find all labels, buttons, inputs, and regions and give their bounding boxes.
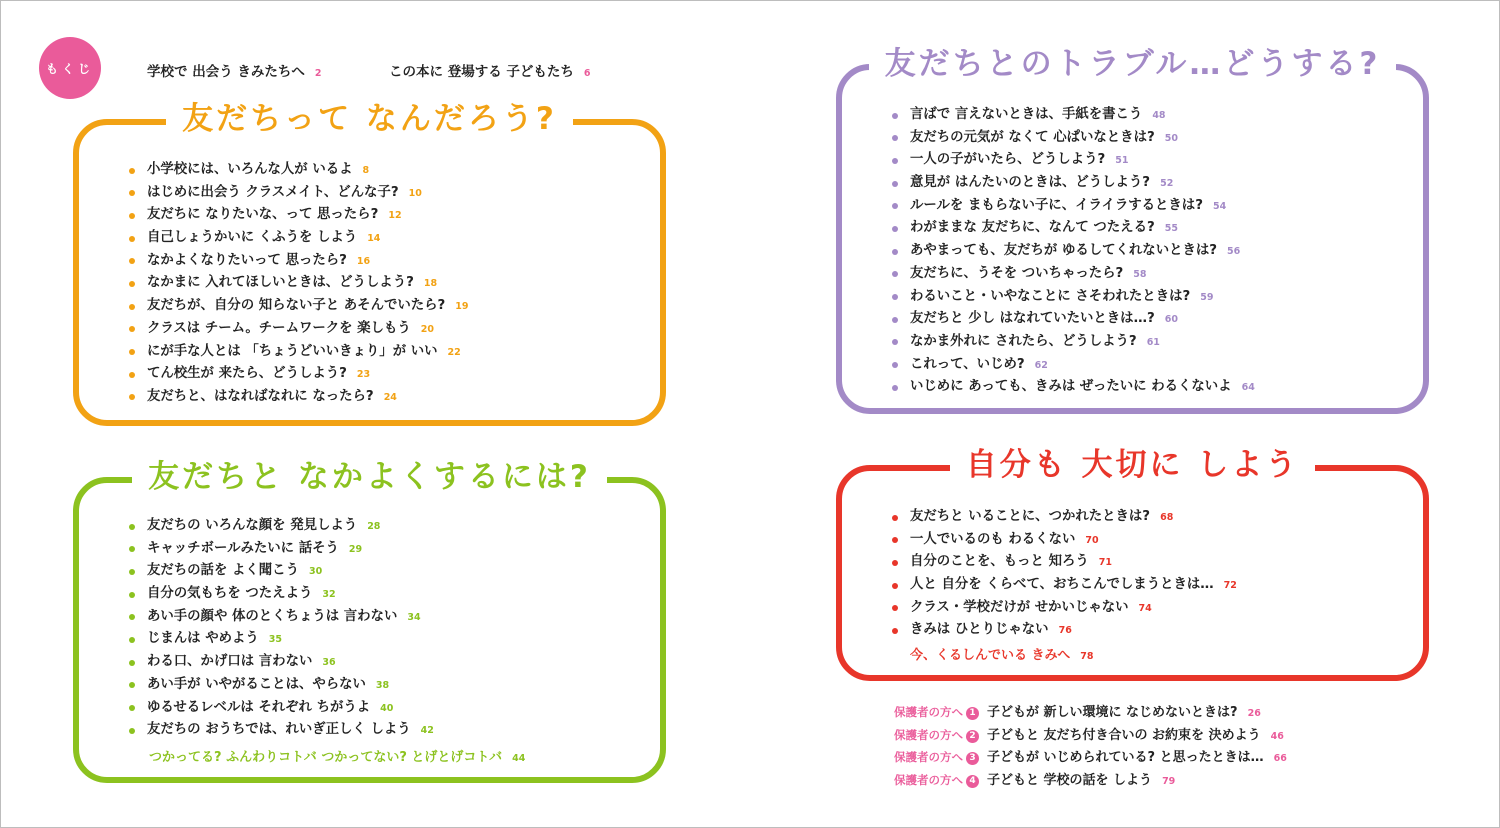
parents-notes-list	[894, 701, 1287, 792]
toc-entry-page: 60	[1164, 314, 1178, 326]
toc-entry-page: 23	[356, 369, 371, 381]
bullet-dot	[892, 226, 898, 232]
section-friends-what	[73, 101, 666, 426]
toc-entry[interactable]	[892, 172, 1255, 195]
toc-entry[interactable]	[892, 195, 1255, 218]
toc-entry-page: 52	[1160, 178, 1174, 190]
section-extra-entry[interactable]	[149, 746, 525, 765]
toc-entry[interactable]	[892, 331, 1255, 354]
bullet-dot	[129, 592, 135, 598]
bullet-dot	[892, 181, 898, 187]
toc-entry-text: クラスは チーム。チームワークを 楽しもう	[147, 320, 411, 336]
section-trouble	[836, 46, 1429, 414]
bullet-dot	[892, 583, 898, 589]
bullet-dot	[892, 339, 898, 345]
toc-entry[interactable]	[892, 308, 1255, 331]
toc-entry-text: きみは ひとりじゃない	[910, 622, 1049, 638]
section-title-wrap	[842, 38, 1423, 90]
toc-entry-text: なかま外れに されたら、どうしよう?	[910, 333, 1137, 349]
bullet-dot	[892, 249, 898, 255]
toc-entry-text: なかまに 入れてほしいときは、どうしよう?	[147, 275, 414, 291]
bullet-dot	[892, 560, 898, 566]
toc-entry-text: 一人の子がいたら、どうしよう?	[910, 152, 1106, 168]
toc-entry-page: 59	[1200, 291, 1214, 303]
toc-entry[interactable]	[129, 295, 469, 318]
toc-entry-text: 友だちに、うそを ついちゃったら?	[910, 265, 1124, 281]
parents-note-entry[interactable]	[894, 769, 1287, 792]
toc-entry[interactable]	[892, 574, 1237, 597]
bullet-dot	[129, 372, 135, 378]
toc-entry-page: 50	[1164, 132, 1178, 144]
parents-note-label: 保護者の方へ	[894, 705, 963, 719]
bullet-dot	[129, 637, 135, 643]
toc-entry[interactable]	[129, 204, 469, 227]
toc-entry-page: 72	[1223, 580, 1237, 592]
toc-entry-text: これって、いじめ?	[910, 356, 1025, 372]
toc-entry-page: 51	[1115, 155, 1129, 167]
toc-entry-text: 友だちと、はなればなれに なったら?	[147, 388, 374, 404]
parents-note-text: 子どもと 友だち付き合いの お約束を 決めよう	[987, 727, 1261, 743]
toc-entry-text: クラス・学校だけが せかいじゃない	[910, 599, 1129, 615]
toc-entry-text: 意見が はんたいのときは、どうしよう?	[910, 175, 1151, 191]
section-list	[892, 506, 1237, 642]
toc-entry[interactable]	[892, 240, 1255, 263]
section-title: 友だちと なかよくするには?	[132, 451, 607, 503]
toc-entry-page: 22	[447, 346, 461, 358]
toc-entry-text: 友だちの いろんな顔を 発見しよう	[147, 518, 358, 533]
toc-entry[interactable]	[892, 263, 1255, 286]
parents-note-label: 保護者の方へ	[894, 727, 963, 742]
bullet-dot	[129, 326, 135, 332]
toc-entry-text: 友だちに なりたいな、って 思ったら?	[147, 207, 379, 223]
bullet-dot	[129, 168, 135, 174]
toc-entry-text: 小学校には、いろんな人が いるよ	[147, 162, 353, 177]
toc-entry-page: 29	[348, 543, 363, 555]
toc-entry-page: 16	[356, 255, 371, 267]
toc-entry[interactable]	[129, 651, 434, 674]
toc-entry[interactable]	[892, 149, 1255, 172]
toc-entry-page: 71	[1098, 557, 1112, 569]
toc-entry-page: 48	[1152, 110, 1166, 121]
toc-entry-page: 12	[388, 210, 402, 222]
parents-note-number: 3	[966, 752, 979, 765]
toc-entry[interactable]	[129, 272, 469, 295]
section-list	[129, 159, 469, 409]
toc-entry[interactable]	[129, 363, 469, 386]
toc-entry-page: 64	[1241, 382, 1255, 394]
toc-entry-text: 友だちが、自分の 知らない子と あそんでいたら?	[147, 298, 446, 314]
toc-entry-page: 18	[423, 278, 438, 290]
bullet-dot	[892, 294, 898, 300]
toc-entry-page: 36	[322, 657, 336, 669]
parents-note-page: 46	[1270, 730, 1284, 742]
intro-entry-page: 2	[314, 68, 322, 79]
bullet-dot	[129, 660, 135, 666]
toc-entry[interactable]	[129, 606, 434, 629]
section-title: 友だちって なんだろう?	[166, 93, 573, 145]
toc-entry[interactable]	[129, 628, 434, 651]
toc-entry-text: わる口、かげ口は 言わない	[147, 654, 313, 670]
toc-entry-page: 14	[367, 233, 381, 245]
toc-entry-text: 友だちの話を よく聞こう	[147, 563, 299, 579]
bullet-dot	[892, 113, 898, 119]
section-list	[129, 515, 434, 742]
toc-entry-text: 自分の気もちを つたえよう	[147, 586, 313, 602]
toc-entry[interactable]	[892, 217, 1255, 240]
toc-entry-text: わるいこと・いやなことに さそわれたときは?	[910, 288, 1191, 304]
section-title-wrap	[842, 439, 1423, 491]
toc-entry-page: 19	[455, 301, 469, 313]
toc-badge: もくじ	[39, 37, 101, 99]
toc-entry-page: 20	[420, 323, 434, 335]
toc-entry[interactable]	[129, 159, 469, 182]
toc-entry-page: 70	[1085, 534, 1099, 546]
toc-entry-page: 24	[383, 391, 397, 403]
toc-entry[interactable]	[892, 529, 1237, 552]
toc-entry-page: 30	[308, 566, 323, 578]
toc-entry[interactable]	[892, 104, 1255, 127]
toc-entry[interactable]	[129, 515, 434, 538]
section-get-along	[73, 459, 666, 783]
parents-note-text: 子どもが いじめられている? と思ったときは…	[987, 750, 1264, 766]
toc-entry-text: はじめに出会う クラスメイト、どんな子?	[147, 184, 399, 200]
toc-entry[interactable]	[129, 538, 434, 561]
toc-entry-page: 42	[420, 725, 434, 737]
toc-entry-text: 友だちと いることに、つかれたときは?	[910, 509, 1151, 524]
toc-entry[interactable]	[892, 619, 1237, 642]
bullet-dot	[129, 728, 135, 734]
toc-entry-text: 友だちと 少し はなれていたいときは…?	[910, 311, 1155, 327]
section-title: 友だちとのトラブル…どうする?	[869, 38, 1397, 90]
bullet-dot	[892, 135, 898, 141]
toc-entry[interactable]	[129, 697, 434, 720]
toc-entry-page: 54	[1212, 200, 1227, 212]
parents-note-page: 66	[1273, 753, 1287, 765]
toc-entry[interactable]	[129, 227, 469, 250]
toc-entry-text: あやまっても、友だちが ゆるしてくれないときは?	[910, 243, 1218, 259]
toc-entry[interactable]	[129, 318, 469, 341]
toc-entry[interactable]	[892, 506, 1237, 529]
toc-entry-text: ゆるせるレベルは それぞれ ちがうよ	[147, 699, 371, 715]
toc-entry-page: 8	[362, 165, 370, 176]
toc-entry[interactable]	[892, 597, 1237, 620]
parents-note-page: 79	[1162, 776, 1176, 788]
toc-entry[interactable]	[129, 719, 434, 742]
toc-entry[interactable]	[892, 354, 1255, 377]
toc-entry-page: 76	[1058, 625, 1072, 637]
toc-entry-text: 一人でいるのも わるくない	[910, 531, 1076, 547]
toc-entry-text: 友だちの元気が なくて 心ぱいなときは?	[910, 129, 1155, 145]
bullet-dot	[129, 705, 135, 711]
toc-entry-text: なかよくなりたいって 思ったら?	[147, 252, 347, 268]
intro-entry-2[interactable]	[389, 60, 591, 80]
toc-entry-text: にが手な人とは 「ちょうどいいきょり」が いい	[147, 343, 438, 359]
toc-entry-text: ルールを まもらない子に、イライラするときは?	[910, 197, 1203, 213]
bullet-dot	[892, 271, 898, 277]
toc-entry[interactable]	[129, 182, 469, 205]
toc-entry-page: 40	[380, 702, 394, 714]
parents-note-text: 子どもが 新しい環境に なじめないときは?	[987, 705, 1238, 720]
toc-entry-page: 68	[1160, 512, 1174, 523]
toc-entry[interactable]	[129, 386, 469, 409]
parents-note-number: 1	[966, 707, 979, 720]
toc-entry-text: 言ばで 言えないときは、手紙を書こう	[910, 107, 1143, 122]
intro-entry-1[interactable]	[147, 60, 322, 80]
bullet-dot	[892, 515, 898, 521]
toc-entry-text: 人と 自分を くらべて、おちこんでしまうときは…	[910, 577, 1214, 593]
toc-entry-text: 友だちの おうちでは、れいぎ正しく しよう	[147, 722, 411, 738]
toc-entry[interactable]	[129, 250, 469, 273]
toc-entry[interactable]	[129, 560, 434, 583]
intro-entry-text: 学校で 出会う きみたちへ	[147, 64, 305, 80]
parents-note-number: 2	[966, 730, 979, 743]
intro-entry-text: この本に 登場する 子どもたち	[389, 64, 574, 80]
section-self-care	[836, 447, 1429, 681]
intro-entry-page: 6	[583, 68, 591, 79]
toc-entry-text: あい手の顔や 体のとくちょうは 言わない	[147, 608, 398, 624]
toc-entry[interactable]	[892, 551, 1237, 574]
bullet-dot	[892, 385, 898, 391]
toc-entry-page: 62	[1034, 359, 1048, 371]
extra-entry-page: 78	[1080, 651, 1094, 662]
toc-entry-page: 61	[1146, 336, 1160, 348]
bullet-dot	[129, 546, 135, 552]
bullet-dot	[129, 614, 135, 620]
parents-note-number: 4	[966, 775, 979, 788]
bullet-dot	[892, 203, 898, 209]
toc-entry-text: わがままな 友だちに、なんて つたえる?	[910, 220, 1155, 236]
bullet-dot	[129, 569, 135, 575]
parents-note-label: 保護者の方へ	[894, 773, 963, 788]
bullet-dot	[892, 628, 898, 634]
bullet-dot	[129, 394, 135, 400]
bullet-dot	[892, 362, 898, 368]
bullet-dot	[892, 537, 898, 543]
toc-entry-text: いじめに あっても、きみは ぜったいに わるくないよ	[910, 379, 1232, 395]
parents-note-label: 保護者の方へ	[894, 750, 963, 765]
section-extra-entry[interactable]	[910, 644, 1094, 663]
toc-entry-page: 38	[375, 679, 390, 691]
bullet-dot	[129, 213, 135, 219]
bullet-dot	[129, 281, 135, 287]
bullet-dot	[129, 304, 135, 310]
toc-entry-page: 28	[367, 521, 381, 532]
bullet-dot	[129, 524, 135, 530]
toc-entry-text: あい手が いやがることは、やらない	[147, 676, 366, 692]
toc-entry-page: 74	[1138, 602, 1152, 614]
extra-entry-text: つかってる? ふんわりコトバ つかってない? とげとげコトバ	[149, 750, 503, 765]
toc-entry[interactable]	[129, 674, 434, 697]
toc-entry-text: じまんは やめよう	[147, 631, 259, 647]
parents-note-entry[interactable]	[894, 724, 1287, 747]
toc-entry[interactable]	[892, 376, 1255, 399]
extra-entry-page: 44	[512, 753, 526, 764]
section-title-wrap	[79, 451, 660, 503]
bullet-dot	[892, 605, 898, 611]
bullet-dot	[892, 317, 898, 323]
section-title: 自分も 大切に しよう	[950, 439, 1316, 491]
toc-entry[interactable]	[892, 127, 1255, 150]
parents-note-entry[interactable]	[894, 701, 1287, 724]
section-title-wrap	[79, 93, 660, 145]
bullet-dot	[129, 258, 135, 264]
parents-note-page: 26	[1247, 708, 1261, 719]
toc-entry-page: 32	[322, 589, 336, 601]
toc-entry-text: キャッチボールみたいに 話そう	[147, 540, 339, 556]
toc-entry-page: 58	[1133, 268, 1147, 280]
toc-entry[interactable]	[892, 286, 1255, 309]
extra-entry-text: 今、くるしんでいる きみへ	[910, 648, 1071, 663]
section-list	[892, 104, 1255, 399]
bullet-dot	[129, 349, 135, 355]
toc-entry-text: 自己しょうかいに くふうを しよう	[147, 230, 358, 246]
toc-entry[interactable]	[129, 583, 434, 606]
bullet-dot	[129, 682, 135, 688]
parents-note-entry[interactable]	[894, 746, 1287, 769]
toc-entry[interactable]	[129, 341, 469, 364]
bullet-dot	[129, 190, 135, 196]
toc-entry-text: 自分のことを、もっと 知ろう	[910, 554, 1089, 570]
parents-note-text: 子どもと 学校の話を しよう	[987, 773, 1153, 789]
toc-entry-text: てん校生が 来たら、どうしよう?	[147, 366, 347, 382]
bullet-dot	[892, 158, 898, 164]
toc-entry-page: 56	[1227, 246, 1241, 258]
toc-entry-page: 55	[1164, 223, 1178, 235]
toc-entry-page: 35	[268, 634, 283, 646]
toc-entry-page: 34	[407, 611, 421, 623]
toc-entry-page: 10	[408, 187, 422, 199]
bullet-dot	[129, 236, 135, 242]
